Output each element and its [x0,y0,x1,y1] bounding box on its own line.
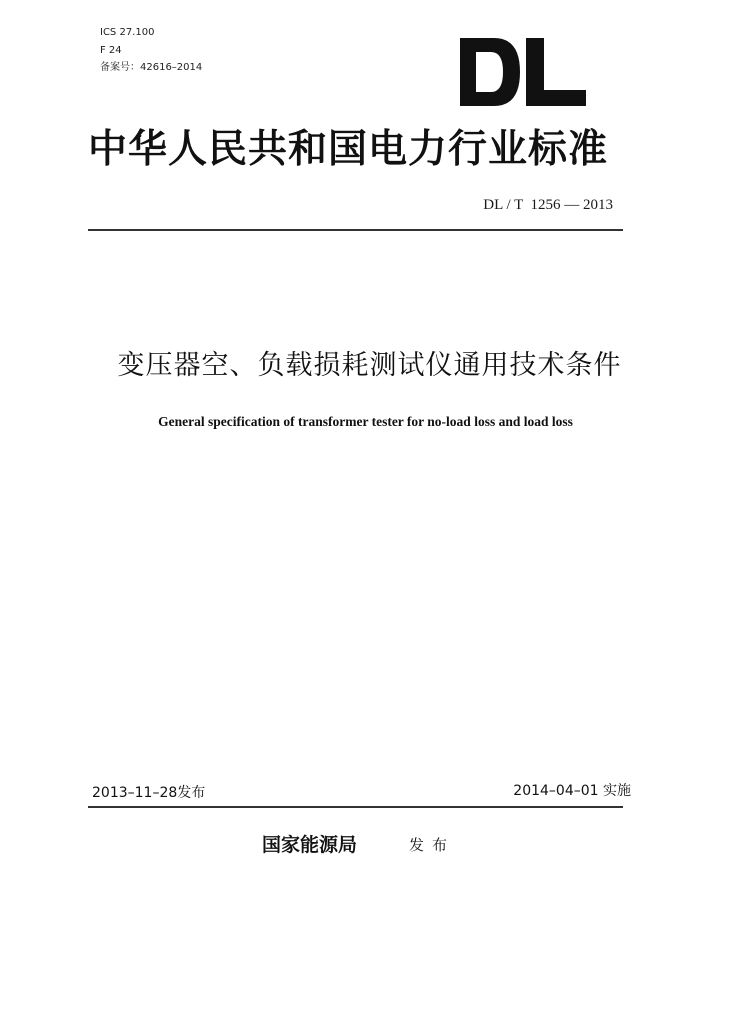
issuing-authority: 国家能源局 [262,834,358,856]
dl-logo [458,36,588,108]
document-title-english: General specification of transformer tester for no-load loss and load loss [158,414,573,429]
dl-logo-l-shape [526,38,586,106]
document-title-chinese: 变压器空、负载损耗测试仪通用技术条件 [117,350,622,381]
industry-standard-title: 中华人民共和国电力行业标准 [88,126,609,172]
record-number: 备案号：42616–2014 [100,62,203,73]
standard-number: DL / T 1256 — 2013 [483,197,613,213]
implementation-date: 2014–04–01 实施 [513,783,631,799]
issue-date: 2013–11–28发布 [92,785,206,801]
top-divider [88,229,623,231]
dl-logo-d-shape [460,38,520,106]
ics-code: ICS 27.100 [100,27,155,38]
ccs-code: F 24 [100,45,122,56]
issue-label: 发布 [409,836,456,854]
bottom-divider [88,806,623,808]
